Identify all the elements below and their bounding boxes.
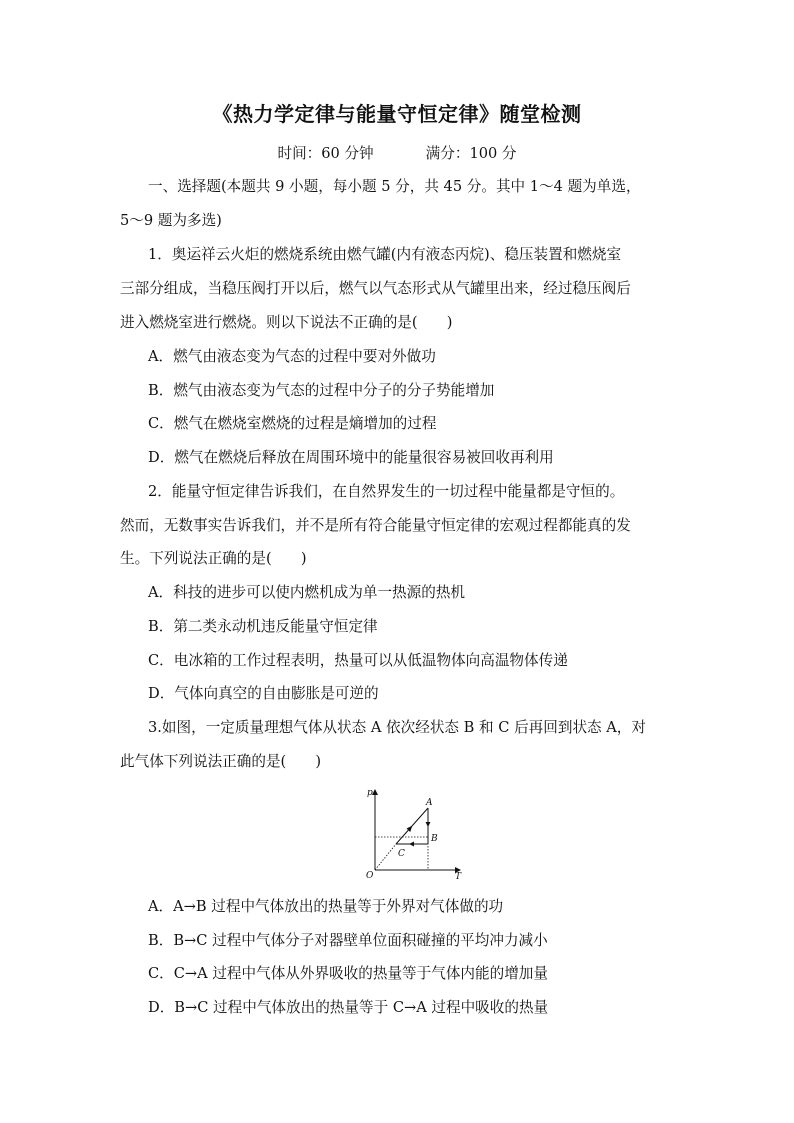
origin-label: O xyxy=(366,871,374,880)
point-label-b: B xyxy=(431,834,438,844)
q3-option-a: A．A→B 过程中气体放出的热量等于外界对气体做的功 xyxy=(148,898,504,915)
q2-stem-line1: 2．能量守恒定律告诉我们，在自然界发生的一切过程中能量都是守恒的。 xyxy=(148,483,625,500)
q1-option-d: D．燃气在燃烧后释放在周围环境中的能量很容易被回收再利用 xyxy=(148,449,554,466)
q3-option-c: C．C→A 过程中气体从外界吸收的热量等于气体内能的增加量 xyxy=(148,965,548,982)
point-label-a: A xyxy=(426,798,433,808)
arrow-a-b xyxy=(426,822,431,827)
q3-stem-line2: 此气体下列说法正确的是( ) xyxy=(120,753,322,770)
q3-stem-line1: 3.如图，一定质量理想气体从状态 A 依次经状态 B 和 C 后再回到状态 A，对 xyxy=(148,719,646,736)
q2-option-c: C．电冰箱的工作过程表明，热量可以从低温物体向高温物体传递 xyxy=(148,652,568,669)
q2-option-a: A．科技的进步可以使内燃机成为单一热源的热机 xyxy=(148,584,466,601)
guide-origin xyxy=(375,844,396,870)
q2-stem-line3: 生。下列说法正确的是( ) xyxy=(120,550,307,567)
q2-stem-line2: 然而，无数事实告诉我们，并不是所有符合能量守恒定律的宏观过程都能真的发 xyxy=(120,517,631,534)
q2-option-d: D．气体向真空的自由膨胀是可逆的 xyxy=(148,685,379,702)
q1-stem-line1: 1．奥运祥云火炬的燃烧系统由燃气罐(内有液态丙烷)、稳压装置和燃烧室 xyxy=(148,246,622,263)
full-score: 满分：100 分 xyxy=(425,145,517,162)
arrow-b-c xyxy=(409,842,414,847)
pt-diagram xyxy=(362,784,470,880)
q3-option-b: B．B→C 过程中气体分子对器壁单位面积碰撞的平均冲力减小 xyxy=(148,932,548,949)
q1-stem-line3: 进入燃烧室进行燃烧。则以下说法不正确的是( ) xyxy=(120,314,453,331)
q1-option-b: B．燃气由液态变为气态的过程中分子的分子势能增加 xyxy=(148,382,495,399)
q3-option-d: D．B→C 过程中气体放出的热量等于 C→A 过程中吸收的热量 xyxy=(148,999,549,1016)
q1-stem-line2: 三部分组成，当稳压阀打开以后，燃气以气态形式从气罐里出来，经过稳压阀后 xyxy=(120,280,631,297)
q2-option-b: B．第二类永动机违反能量守恒定律 xyxy=(148,618,378,635)
section-heading-line1: 一、选择题(本题共 9 小题，每小题 5 分，共 45 分。其中 1～4 题为单选， xyxy=(148,178,641,195)
time-limit: 时间：60 分钟 xyxy=(277,145,374,162)
q1-option-a: A．燃气由液态变为气态的过程中要对外做功 xyxy=(148,348,436,365)
point-label-c: C xyxy=(398,849,405,859)
exam-info xyxy=(0,144,794,164)
document-title: 《热力学定律与能量守恒定律》随堂检测 xyxy=(212,102,582,126)
section-heading-line2: 5～9 题为多选) xyxy=(120,212,222,229)
axis-label-t: T xyxy=(455,872,462,880)
axis-label-p: p xyxy=(367,788,373,798)
q1-option-c: C．燃气在燃烧室燃烧的过程是熵增加的过程 xyxy=(148,415,437,432)
